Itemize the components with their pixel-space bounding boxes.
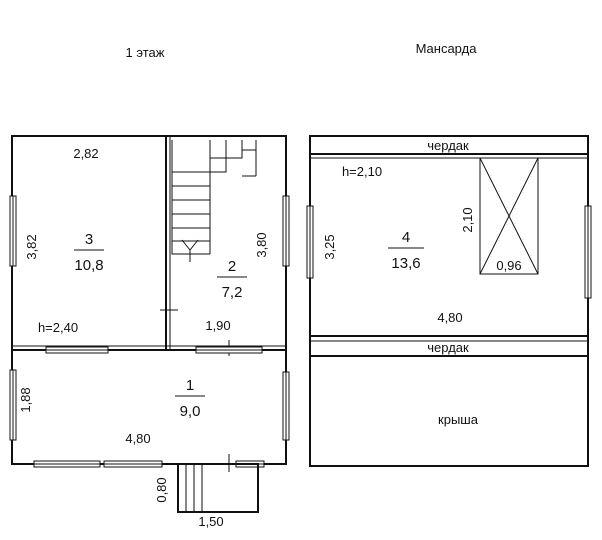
room4-ceiling-height: h=2,10 [341,164,383,179]
room2-bottom-dimension: 1,90 [205,318,231,333]
room1-bottom-dimension: 4,80 [125,431,151,446]
room3-area: 10,8 [74,257,104,274]
room3-top-dimension: 2,82 [73,146,99,161]
attic-top-label: чердак [427,138,469,153]
opening-area: 0,96 [496,258,522,273]
porch-outline [178,464,258,512]
room1-number: 1 [185,377,195,394]
opening-height-dimension: 2,10 [460,207,475,233]
porch-width-dimension: 1,50 [198,514,224,529]
room4-area: 13,6 [391,255,421,272]
attic-plan [307,136,591,466]
porch-depth-dimension: 0,80 [154,477,169,503]
room4-side-dimension: 3,25 [322,234,337,260]
floor1-plan [10,136,289,529]
room2-area: 7,2 [221,284,243,301]
porch [178,464,258,512]
stair-outline [172,140,210,254]
floor1-title: 1 этаж [125,45,165,60]
attic-middle-label: чердак [427,340,469,355]
floor1-outer-wall [12,136,286,464]
room1-area: 9,0 [179,403,201,420]
room3-ceiling-height: h=2,40 [37,320,79,335]
stair-opening [480,158,538,274]
room4-bottom-dimension: 4,80 [437,310,463,325]
staircase [172,140,256,262]
room2-side-dimension: 3,80 [254,232,269,258]
room3-number: 3 [84,231,94,248]
room1-side-dimension: 1,88 [18,387,33,413]
room3-side-dimension: 3,82 [24,234,39,260]
roof-label: крыша [438,412,478,427]
room2-number: 2 [227,258,237,275]
attic-title: Мансарда [415,41,477,56]
room4-number: 4 [401,229,411,246]
